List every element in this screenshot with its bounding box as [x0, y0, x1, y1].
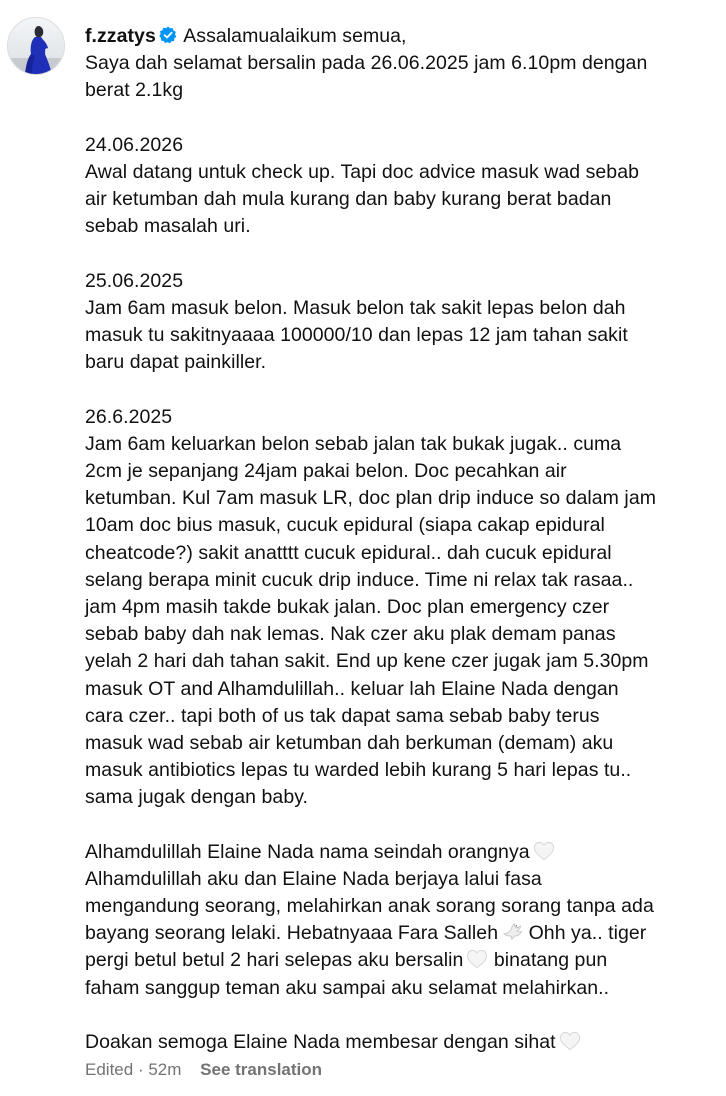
- post-age: 52m: [148, 1060, 182, 1079]
- caption-text: Doakan semoga Elaine Nada membesar dengan sihat: [85, 1030, 556, 1053]
- caption-line: sebab masalah uri.: [85, 215, 251, 238]
- caption-line: ketumban. Kul 7am masuk LR, doc plan drip induce so dalam jam: [85, 487, 657, 510]
- caption-text: Assalamualaikum semua,: [183, 25, 407, 47]
- caption-line-with-dove: [85, 920, 720, 947]
- white-heart-icon: [533, 841, 555, 861]
- caption-line: Awal datang untuk check up. Tapi doc advice masuk wad sebab: [85, 160, 639, 183]
- caption-line: yelah 2 hari dah tahan sakit. End up kene czer jugak jam 5.30pm: [85, 650, 649, 673]
- caption-line: berat 2.1kg: [85, 79, 184, 102]
- blank-line: [85, 105, 720, 132]
- caption-date: 26.6.2025: [85, 405, 173, 428]
- caption-line-with-heart: [85, 1029, 720, 1056]
- caption-text: bayang seorang lelaki. Hebatnyaaa Fara Salleh: [85, 922, 499, 945]
- comment-body: [85, 23, 720, 1056]
- caption-line: sebab baby dah nak lemas. Nak czer aku plak demam panas: [85, 623, 616, 646]
- blank-line: [85, 241, 720, 268]
- post-meta: [85, 1058, 322, 1082]
- blank-line: [85, 811, 720, 838]
- blank-line: [85, 376, 720, 403]
- caption-date: 25.06.2025: [85, 269, 184, 292]
- caption-text: Alhamdulillah Elaine Nada nama seindah orangnya: [85, 840, 530, 863]
- see-translation-button[interactable]: See translation: [200, 1060, 323, 1079]
- caption-date: 24.06.2026: [85, 133, 184, 156]
- white-heart-icon: [466, 949, 488, 969]
- caption-line: selang berapa minit cucuk drip induce. Time ni relax tak rasaa..: [85, 568, 634, 591]
- caption-line: jam 4pm masih takde bukak jalan. Doc plan emergency czer: [85, 595, 610, 618]
- caption-text: pergi betul betul 2 hari selepas aku bersalin: [85, 949, 464, 972]
- caption-line: sama jugak dengan baby.: [85, 786, 309, 809]
- caption-line: baru dapat painkiller.: [85, 351, 267, 374]
- caption-line-with-heart: [85, 839, 720, 866]
- caption-first-line: [85, 23, 720, 50]
- caption-text: Ohh ya.. tiger: [523, 922, 647, 945]
- caption-line: cara czer.. tapi both of us tak dapat sama sebab baby terus: [85, 704, 600, 727]
- caption-line: air ketumban dah mula kurang dan baby kurang berat badan: [85, 188, 612, 211]
- caption-line: cheatcode?) sakit anatttt cucuk epidural.. dah cucuk epidural: [85, 541, 612, 564]
- dove-icon: [501, 922, 523, 942]
- verified-badge-icon: [159, 26, 177, 44]
- caption-line-with-heart: [85, 947, 720, 974]
- white-heart-icon: [559, 1031, 581, 1051]
- username-link[interactable]: f.zzatys: [85, 25, 156, 47]
- caption-line: masuk tu sakitnyaaaa 100000/10 dan lepas 12 jam tahan sakit: [85, 324, 628, 347]
- meta-separator: ·: [137, 1060, 144, 1079]
- caption-line: faham sanggup teman aku sampai aku selamat melahirkan..: [85, 976, 610, 999]
- caption-text: binatang pun: [493, 949, 608, 972]
- caption-line: Saya dah selamat bersalin pada 26.06.2025 jam 6.10pm dengan: [85, 52, 648, 75]
- caption-line: Alhamdulillah aku dan Elaine Nada berjaya lalui fasa: [85, 867, 542, 890]
- caption-line: 10am doc bius masuk, cucuk epidural (siapa cakap epidural: [85, 514, 605, 537]
- caption-line: masuk OT and Alhamdulillah.. keluar lah Elaine Nada dengan: [85, 677, 619, 700]
- blank-line: [85, 1002, 720, 1029]
- avatar[interactable]: [7, 17, 65, 75]
- caption-line: Jam 6am keluarkan belon sebab jalan tak bukak jugak.. cuma: [85, 432, 622, 455]
- avatar-image: [8, 18, 65, 75]
- caption-line: masuk antibiotics lepas tu warded lebih kurang 5 hari lepas tu..: [85, 759, 632, 782]
- caption-line: 2cm je sepanjang 24jam pakai belon. Doc pecahkan air: [85, 460, 567, 482]
- caption-line: masuk wad sebab air ketumban dah berkuman (demam) aku: [85, 731, 614, 754]
- edited-label: Edited: [85, 1060, 134, 1079]
- caption-line: Jam 6am masuk belon. Masuk belon tak sakit lepas belon dah: [85, 296, 626, 319]
- caption-line: mengandung seorang, melahirkan anak sorang sorang tanpa ada: [85, 895, 654, 917]
